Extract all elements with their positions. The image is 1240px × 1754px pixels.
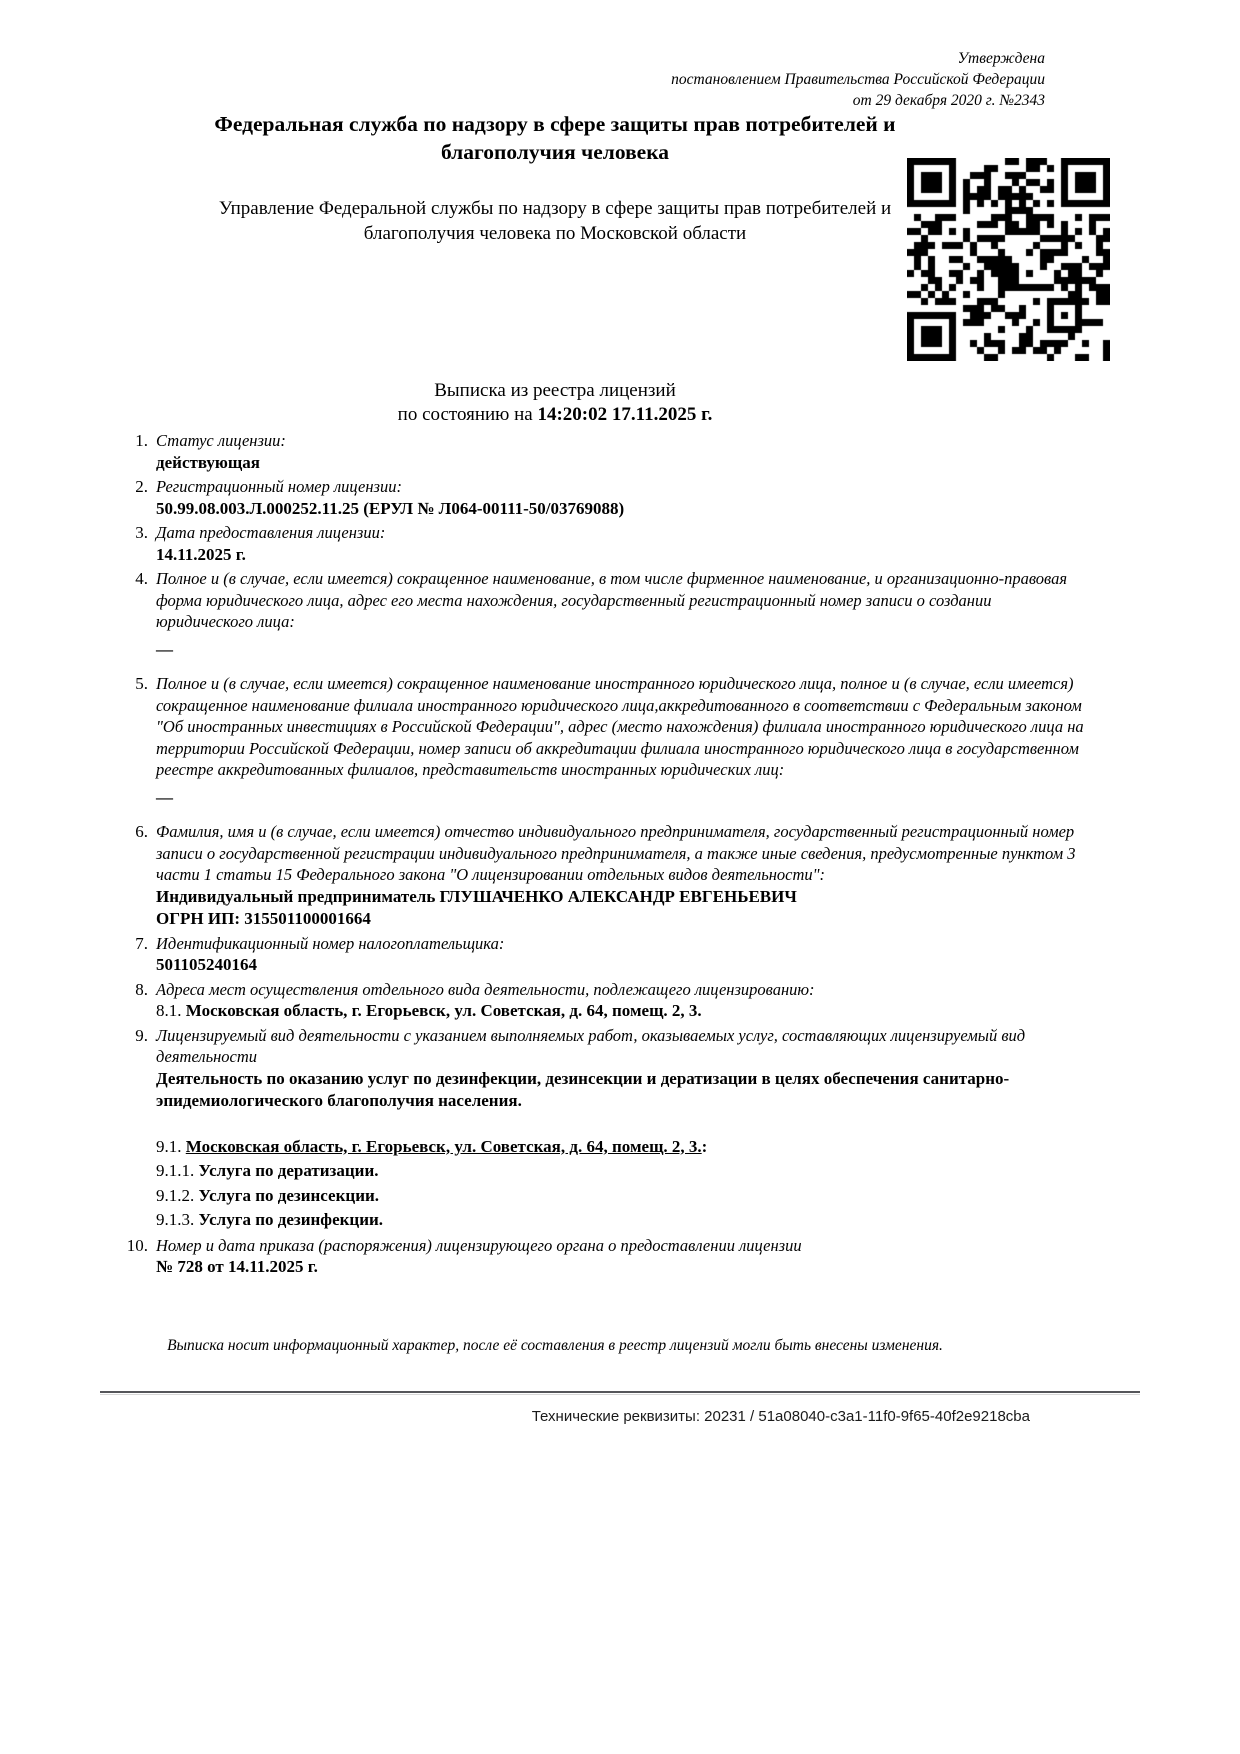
item-label: Полное и (в случае, если имеется) сокращенное наименование иностранного юридического лица, полное и (в случае, если имеется) сокращенное наименование филиала иностранного юридического лица,аккредитованного в соответствии с Федеральным законом "Об иностранных инвестициях в Российской Федерации", адрес (место нахождения) филиала иностранного юридического лица на территории Российской Федерации, номер записи об аккредитации филиала иностранного юридического лица в государственном реестре аккредитованных филиалов, представительств иностранных юридических лиц:	[156, 674, 1084, 779]
item-number: 10.	[126, 1235, 148, 1255]
item-number: 1.	[135, 431, 148, 450]
item-foreign-entity-info	[100, 673, 1092, 819]
asof-datetime: 14:20:02 17.11.2025 г.	[537, 403, 713, 425]
service-index: 9.1.3.	[156, 1210, 195, 1229]
activity-description: Деятельность по оказанию услуг по дезинфекции, дезинсекции и дератизации в целях обеспечения санитарно-эпидемиологического благополучия населения.	[156, 1068, 1010, 1110]
item-licensed-activity	[100, 1025, 1092, 1233]
document-header	[205, 110, 905, 246]
activity-address	[156, 1000, 1092, 1023]
agency-title: Федеральная служба по надзору в сфере защиты прав потребителей и благополучия человека	[214, 112, 896, 164]
item-value: действующая	[156, 452, 260, 472]
item-grant-date	[100, 522, 1092, 566]
spacer	[156, 1113, 1092, 1135]
item-activity-addresses	[100, 979, 1092, 1023]
item-label: Номер и дата приказа (распоряжения) лицензирующего органа о предоставлении лицензии	[156, 1235, 802, 1255]
item-label: Статус лицензии:	[156, 431, 286, 450]
entrepreneur-ogrn: ОГРН ИП: 315501100001664	[156, 909, 371, 928]
item-label: Идентификационный номер налогоплательщика:	[156, 933, 505, 953]
item-value: 50.99.08.003.Л.000252.11.25 (ЕРУЛ № Л064-00111-50/03769088)	[156, 498, 625, 518]
item-number: 5.	[135, 674, 148, 693]
item-label: Фамилия, имя и (в случае, если имеется) отчество индивидуального предпринимателя, государственный регистрационный номер записи о государственной регистрации индивидуального предпринимателя, а также иные сведения, предусмотренные пунктом 3 части 1 статьи 15 Федерального закона "О лицензировании отдельных видов деятельности":	[156, 822, 1076, 884]
service-index: 9.1.2.	[156, 1185, 195, 1205]
address-index: 8.1.	[156, 1001, 182, 1020]
address-text: Московская область, г. Егорьевск, ул. Советская, д. 64, помещ. 2, 3.	[185, 1136, 702, 1156]
document-title-asof	[100, 403, 1010, 427]
item-value: 14.11.2025 г.	[156, 544, 246, 564]
item-label: Дата предоставления лицензии:	[156, 523, 386, 542]
item-value: № 728 от 14.11.2025 г.	[156, 1257, 318, 1276]
service-item	[156, 1184, 1092, 1209]
item-number: 2.	[135, 477, 148, 496]
informational-note: Выписка носит информационный характер, после её составления в реестр лицензий могли быть внесены изменения.	[167, 1337, 943, 1354]
activity-address-heading	[156, 1135, 1092, 1160]
item-number: 4.	[135, 569, 148, 588]
qr-code	[907, 158, 1110, 361]
approval-line-3: от 29 декабря 2020 г. №2343	[852, 92, 1045, 109]
approval-line-1: Утверждена	[957, 50, 1045, 67]
item-value-empty: —	[156, 639, 173, 659]
address-text: Московская область, г. Егорьевск, ул. Советская, д. 64, помещ. 2, 3.	[185, 1001, 702, 1020]
item-label: Регистрационный номер лицензии:	[156, 477, 402, 496]
address-suffix: :	[701, 1136, 708, 1156]
document-title	[100, 379, 1010, 426]
approval-line-2: постановлением Правительства Российской Федерации	[671, 71, 1045, 88]
service-text: Услуга по дезинсекции.	[198, 1185, 380, 1205]
item-number: 9.	[135, 1025, 148, 1045]
document-title-line: Выписка из реестра лицензий	[434, 380, 676, 401]
item-label: Адреса мест осуществления отдельного вида деятельности, подлежащего лицензированию:	[156, 979, 815, 999]
entrepreneur-name: Индивидуальный предприниматель ГЛУШАЧЕНКО АЛЕКСАНДР ЕВГЕНЬЕВИЧ	[156, 886, 797, 906]
item-taxpayer-number	[100, 933, 1092, 977]
item-value: 501105240164	[156, 955, 258, 974]
item-registration-number	[100, 476, 1092, 520]
item-legal-entity-info	[100, 568, 1092, 671]
item-number: 8.	[135, 979, 148, 999]
item-value-empty: —	[156, 787, 173, 807]
item-number: 7.	[135, 933, 148, 953]
item-label: Полное и (в случае, если имеется) сокращенное наименование, в том числе фирменное наименование, и организационно-правовая форма юридического лица, адрес его места нахождения, государственный регистрационный номер записи о создании юридического лица:	[156, 569, 1068, 631]
service-index: 9.1.1.	[156, 1161, 195, 1180]
item-order-number	[100, 1235, 1092, 1279]
item-number: 6.	[135, 822, 148, 841]
service-item	[156, 1208, 1092, 1233]
department-title: Управление Федеральной службы по надзору в сфере защиты прав потребителей и благополучия человека по Московской области	[218, 198, 892, 244]
item-entrepreneur-info	[100, 821, 1092, 931]
item-license-status	[100, 430, 1092, 474]
service-item	[156, 1159, 1092, 1184]
item-label: Лицензируемый вид деятельности с указанием выполняемых работ, оказываемых услуг, составляющих лицензируемый вид деятельности	[156, 1025, 1026, 1066]
address-index: 9.1.	[156, 1136, 182, 1156]
item-number: 3.	[135, 523, 148, 542]
approval-stamp	[671, 48, 1045, 111]
technical-requisites: Технические реквизиты: 20231 / 51a08040-c3a1-11f0-9f65-40f2e9218cba	[531, 1408, 1030, 1425]
asof-prefix: по состоянию на	[397, 403, 538, 425]
service-text: Услуга по дератизации.	[198, 1161, 379, 1180]
service-text: Услуга по дезинфекции.	[198, 1210, 384, 1229]
registry-items	[100, 430, 1092, 1281]
footer-divider	[100, 1391, 1140, 1395]
